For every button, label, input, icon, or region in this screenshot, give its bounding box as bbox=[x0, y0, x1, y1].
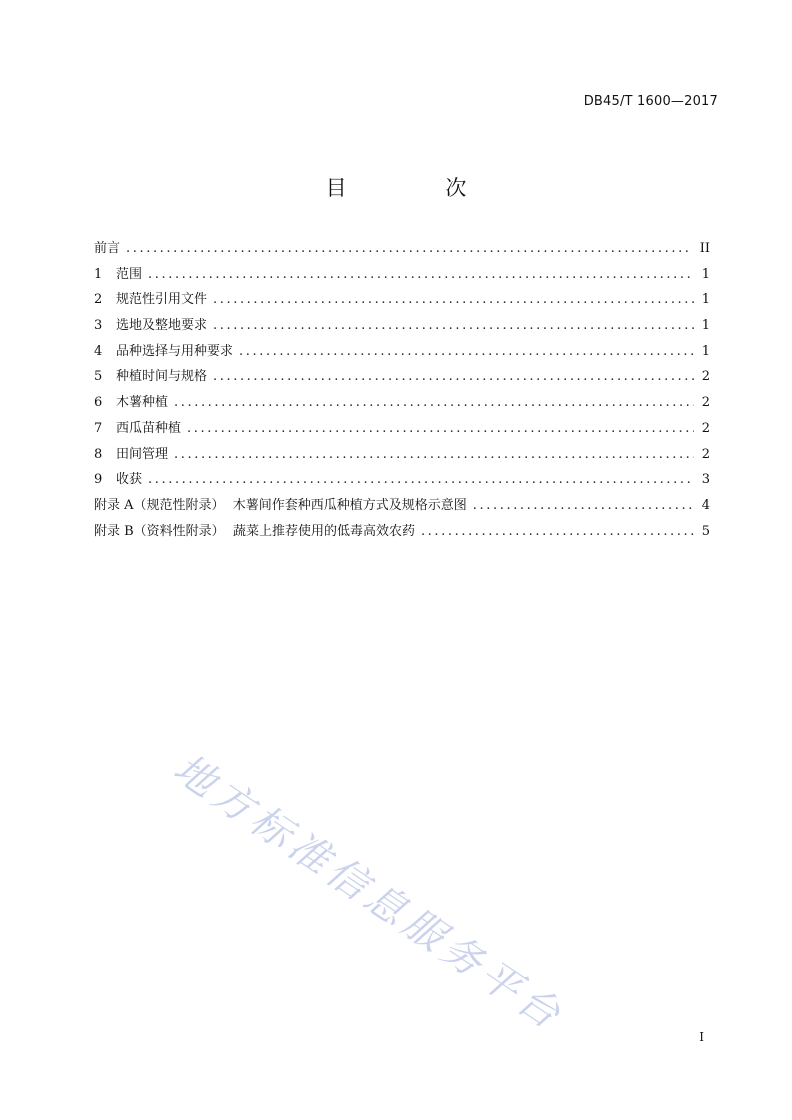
toc-entry[interactable] bbox=[94, 262, 710, 288]
toc-entry-page: 4 bbox=[701, 497, 710, 513]
toc-entry[interactable] bbox=[94, 467, 710, 493]
toc-entry-label: 附录 B（资料性附录） 蔬菜上推荐使用的低毒高效农药 bbox=[94, 523, 415, 539]
toc-entry-page: 1 bbox=[701, 292, 710, 308]
toc-entry-page: 1 bbox=[701, 266, 710, 282]
toc-entry-page: 3 bbox=[701, 472, 710, 488]
page-number: I bbox=[699, 1030, 704, 1044]
toc-dot-leader bbox=[213, 364, 694, 390]
toc-entry[interactable] bbox=[94, 313, 710, 339]
toc-entry-label: 范围 bbox=[116, 266, 143, 282]
toc-entry-label: 西瓜苗种植 bbox=[116, 420, 182, 436]
toc-entry-number: 8 bbox=[94, 446, 103, 462]
toc-entry[interactable] bbox=[94, 416, 710, 442]
toc-dot-leader bbox=[421, 519, 694, 545]
table-of-contents bbox=[94, 236, 710, 544]
toc-entry-number: 3 bbox=[94, 318, 103, 334]
toc-entry-number: 6 bbox=[94, 395, 103, 411]
toc-entry[interactable] bbox=[94, 390, 710, 416]
toc-entry-label: 田间管理 bbox=[116, 446, 169, 462]
toc-entry-number: 4 bbox=[94, 343, 103, 359]
standard-code: DB45/T 1600—2017 bbox=[583, 94, 718, 109]
toc-entry-page: 1 bbox=[701, 318, 710, 334]
toc-title: 目 次 bbox=[325, 176, 513, 200]
toc-entry-number: 7 bbox=[94, 420, 103, 436]
toc-entry-number: 2 bbox=[94, 292, 103, 308]
toc-entry[interactable] bbox=[94, 442, 710, 468]
toc-entry-number: 5 bbox=[94, 369, 103, 385]
toc-entry-appendix-b[interactable] bbox=[94, 519, 710, 545]
toc-entry-label: 附录 A（规范性附录） 木薯间作套种西瓜种植方式及规格示意图 bbox=[94, 497, 467, 513]
toc-entry-page: 2 bbox=[701, 395, 710, 411]
toc-entry-label: 种植时间与规格 bbox=[116, 369, 208, 385]
toc-dot-leader bbox=[174, 390, 694, 416]
toc-dot-leader bbox=[473, 493, 694, 519]
toc-dot-leader bbox=[213, 287, 694, 313]
toc-entry-label: 选地及整地要求 bbox=[116, 318, 208, 334]
toc-entry-number: 1 bbox=[94, 266, 103, 282]
toc-entry-appendix-a[interactable] bbox=[94, 493, 710, 519]
watermark: 地方标准信息服务平台 bbox=[165, 745, 573, 1041]
toc-entry-label: 品种选择与用种要求 bbox=[116, 343, 234, 359]
toc-entry-label: 规范性引用文件 bbox=[116, 292, 208, 308]
toc-entry-label: 前言 bbox=[94, 241, 121, 256]
toc-entry-page: 5 bbox=[701, 523, 710, 539]
toc-entry-page: II bbox=[699, 241, 710, 256]
toc-entry-page: 1 bbox=[701, 343, 710, 359]
toc-entry[interactable] bbox=[94, 287, 710, 313]
toc-dot-leader bbox=[174, 442, 694, 468]
toc-entry-label: 收获 bbox=[116, 472, 143, 488]
toc-entry[interactable] bbox=[94, 236, 710, 262]
toc-entry[interactable] bbox=[94, 339, 710, 365]
toc-entry-page: 2 bbox=[701, 369, 710, 385]
toc-entry-page: 2 bbox=[701, 420, 710, 436]
toc-entry-page: 2 bbox=[701, 446, 710, 462]
toc-entry-label: 木薯种植 bbox=[116, 395, 169, 411]
toc-dot-leader bbox=[239, 339, 694, 365]
toc-dot-leader bbox=[187, 416, 694, 442]
toc-dot-leader bbox=[148, 262, 694, 288]
toc-dot-leader bbox=[126, 236, 692, 262]
toc-dot-leader bbox=[148, 467, 694, 493]
toc-dot-leader bbox=[213, 313, 694, 339]
toc-entry-number: 9 bbox=[94, 472, 103, 488]
toc-entry[interactable] bbox=[94, 364, 710, 390]
